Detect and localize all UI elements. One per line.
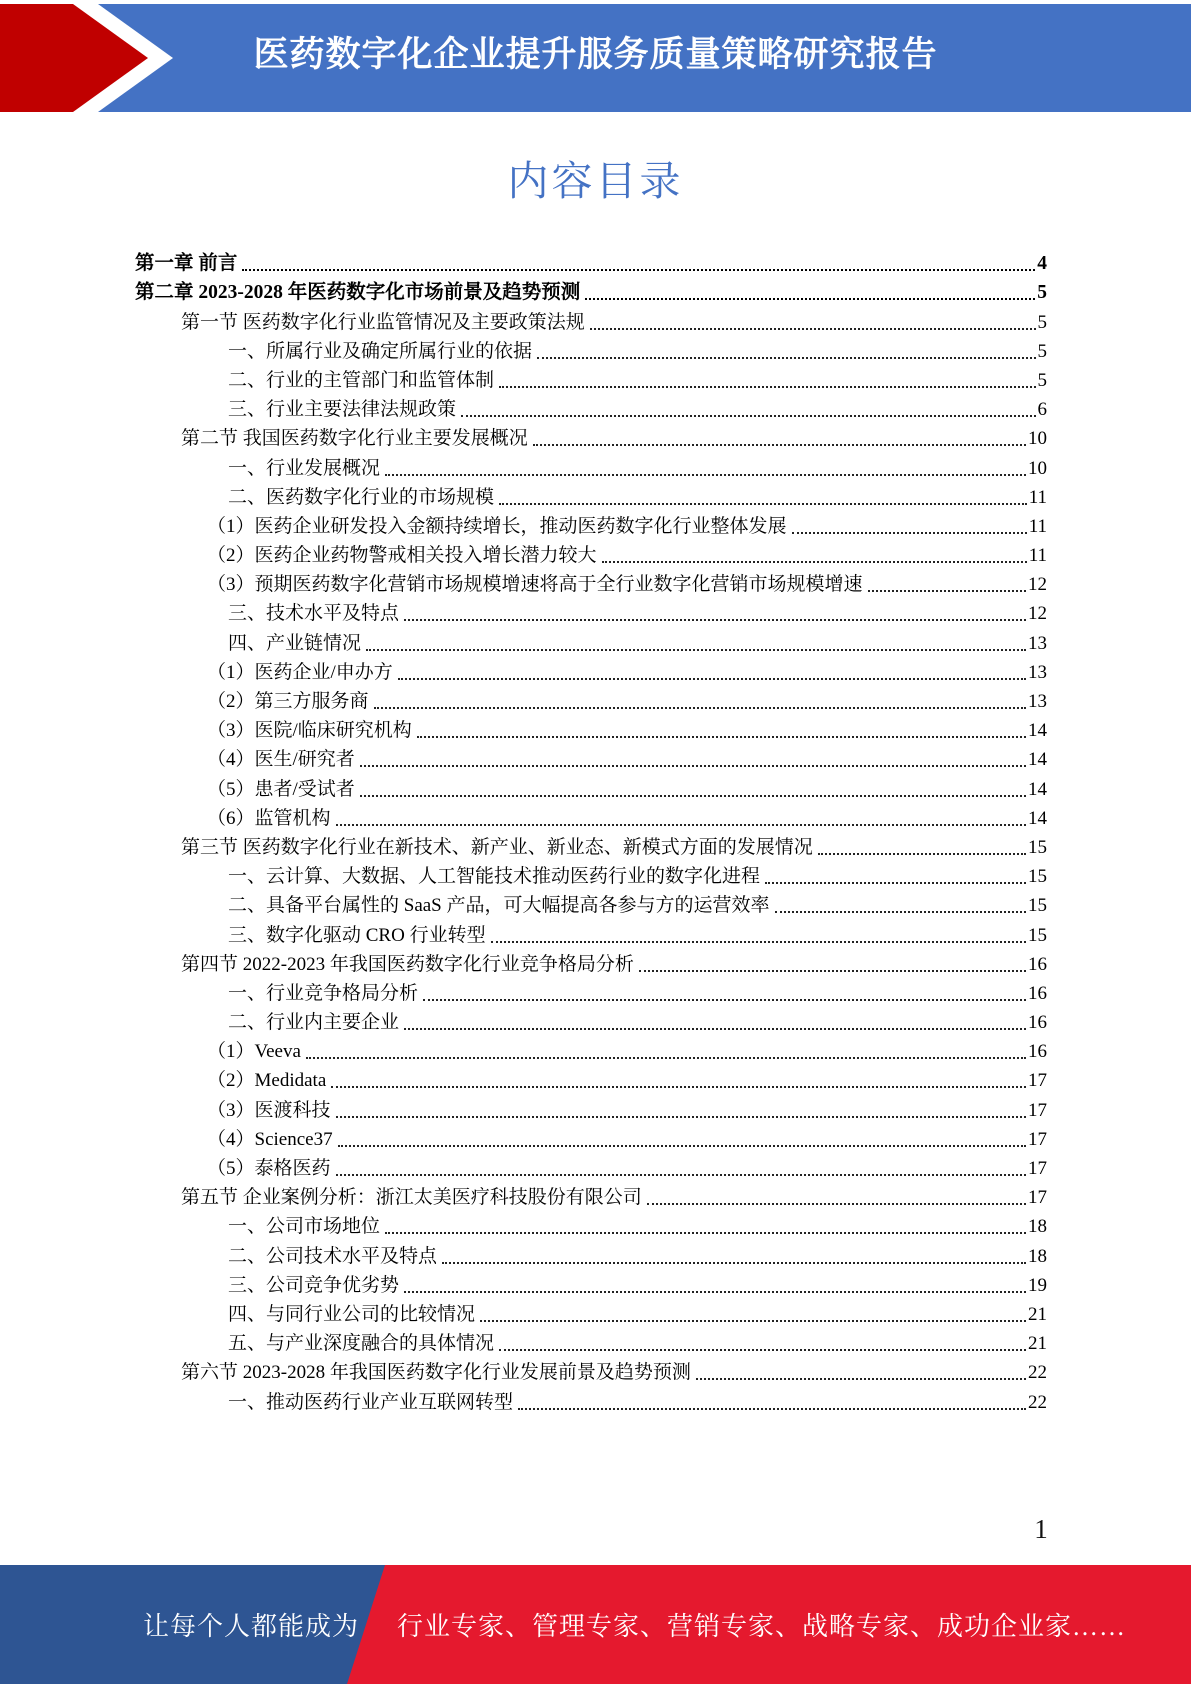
toc-entry[interactable] <box>135 451 1047 480</box>
dotted-leader <box>398 678 1026 680</box>
dotted-leader <box>366 649 1026 651</box>
footer-slogan-right: 行业专家、管理专家、营销专家、战略专家、成功企业家…… <box>397 1612 1127 1641</box>
dotted-leader <box>499 386 1035 388</box>
toc-entry[interactable] <box>135 335 1047 364</box>
toc-entry-text: 一、所属行业及确定所属行业的依据 <box>228 340 533 362</box>
report-title: 医药数字化企业提升服务质量策略研究报告 <box>253 35 938 74</box>
dotted-leader <box>537 357 1035 359</box>
toc-entry-page: 4 <box>1037 253 1047 275</box>
toc-entry-page: 13 <box>1028 632 1047 654</box>
dotted-leader <box>499 1349 1026 1351</box>
toc-entry[interactable] <box>135 626 1047 655</box>
toc-entry-text: 第二章 2023-2028 年医药数字化市场前景及趋势预测 <box>135 282 581 304</box>
toc-entry-text: 一、行业竞争格局分析 <box>228 982 419 1004</box>
toc-entry-page: 18 <box>1028 1216 1047 1238</box>
toc-entry-text: 四、产业链情况 <box>228 632 362 654</box>
toc-entry-text: 一、公司市场地位 <box>228 1216 381 1238</box>
toc-entry[interactable] <box>135 1327 1047 1356</box>
dotted-leader <box>491 941 1026 943</box>
toc-entry-text: 二、公司技术水平及特点 <box>228 1245 438 1267</box>
toc-entry-page: 17 <box>1028 1158 1047 1179</box>
dotted-leader <box>360 795 1026 797</box>
toc-entry[interactable] <box>135 1298 1047 1327</box>
toc-entry-page: 15 <box>1028 836 1047 858</box>
footer-banner <box>0 1565 1191 1684</box>
toc-entry[interactable] <box>135 393 1047 422</box>
toc-entry-page: 14 <box>1028 778 1047 800</box>
toc-entry-page: 15 <box>1028 924 1047 946</box>
toc-entry[interactable] <box>135 1123 1047 1152</box>
dotted-leader <box>338 1145 1026 1147</box>
toc-entry-text: 二、医药数字化行业的市场规模 <box>228 486 495 508</box>
toc-entry[interactable] <box>135 247 1047 276</box>
toc-entry-page: 17 <box>1028 1187 1047 1209</box>
dotted-leader <box>765 882 1026 884</box>
toc-entry-text: （3）医院/临床研究机构 <box>207 720 412 742</box>
toc-entry-page: 11 <box>1028 545 1047 567</box>
dotted-leader <box>775 911 1026 913</box>
toc-entry-text: （3）预期医药数字化营销市场规模增速将高于全行业数字化营销市场规模增速 <box>207 574 863 596</box>
dotted-leader <box>585 298 1035 300</box>
toc-entry-text: 三、公司竞争优劣势 <box>228 1274 400 1296</box>
toc-entry[interactable] <box>135 1210 1047 1239</box>
toc-entry-page: 10 <box>1028 457 1047 479</box>
dotted-leader <box>461 415 1035 417</box>
toc-list <box>135 247 1047 1415</box>
toc-entry[interactable] <box>135 1356 1047 1385</box>
dotted-leader <box>518 1408 1026 1410</box>
dotted-leader <box>647 1203 1026 1205</box>
toc-entry[interactable] <box>135 539 1047 568</box>
toc-entry-page: 13 <box>1028 661 1047 683</box>
toc-entry[interactable] <box>135 276 1047 305</box>
toc-entry-text: （2）Medidata <box>207 1070 327 1092</box>
toc-entry[interactable] <box>135 1152 1047 1181</box>
toc-entry-text: （1）Veeva <box>207 1041 301 1063</box>
toc-entry-text: 四、与同行业公司的比较情况 <box>228 1303 476 1325</box>
toc-entry[interactable] <box>135 685 1047 714</box>
dotted-leader <box>404 619 1026 621</box>
dotted-leader <box>590 328 1036 330</box>
dotted-leader <box>374 707 1026 709</box>
toc-entry-page: 13 <box>1028 691 1047 712</box>
toc-entry-text: 第五节 企业案例分析：浙江太美医疗科技股份有限公司 <box>181 1187 642 1209</box>
toc-entry[interactable] <box>135 510 1047 539</box>
toc-entry-text: 二、行业内主要企业 <box>228 1012 400 1034</box>
toc-entry-page: 11 <box>1028 486 1047 508</box>
toc-entry-text: （3）医渡科技 <box>207 1099 331 1121</box>
toc-entry-text: 二、行业的主管部门和监管体制 <box>228 369 495 391</box>
toc-entry-text: 第一节 医药数字化行业监管情况及主要政策法规 <box>181 311 585 333</box>
toc-entry-page: 22 <box>1028 1362 1047 1384</box>
toc-entry-page: 5 <box>1037 311 1047 333</box>
toc-entry[interactable] <box>135 1093 1047 1122</box>
dotted-leader <box>385 1232 1026 1234</box>
toc-entry-text: 第一章 前言 <box>135 253 238 275</box>
toc-entry-text: （2）医药企业药物警戒相关投入增长潜力较大 <box>207 545 597 567</box>
toc-entry-page: 5 <box>1037 282 1047 304</box>
toc-entry-page: 15 <box>1028 866 1047 888</box>
toc-entry-page: 16 <box>1028 953 1047 975</box>
dotted-leader <box>336 824 1026 826</box>
toc-entry-page: 11 <box>1028 515 1047 537</box>
dotted-leader <box>602 561 1027 563</box>
dotted-leader <box>417 736 1026 738</box>
toc-entry-text: 第二节 我国医药数字化行业主要发展概况 <box>181 428 528 450</box>
toc-entry-page: 22 <box>1028 1391 1047 1413</box>
toc-entry[interactable] <box>135 1064 1047 1093</box>
toc-entry[interactable] <box>135 948 1047 977</box>
toc-entry-page: 17 <box>1028 1070 1047 1092</box>
dotted-leader <box>336 1174 1026 1176</box>
toc-entry-page: 14 <box>1028 720 1047 742</box>
toc-entry[interactable] <box>135 1181 1047 1210</box>
toc-entry[interactable] <box>135 305 1047 334</box>
toc-entry-text: 一、云计算、大数据、人工智能技术推动医药行业的数字化进程 <box>228 866 761 888</box>
toc-entry[interactable] <box>135 656 1047 685</box>
toc-entry-page: 17 <box>1028 1128 1047 1150</box>
dotted-leader <box>306 1057 1026 1059</box>
toc-entry-page: 5 <box>1037 340 1047 362</box>
dotted-leader <box>696 1378 1026 1380</box>
toc-entry-page: 14 <box>1028 807 1047 829</box>
toc-entry-text: （6）监管机构 <box>207 807 331 829</box>
toc-entry-page: 16 <box>1028 1012 1047 1034</box>
toc-entry[interactable] <box>135 1269 1047 1298</box>
toc-entry-page: 5 <box>1037 369 1047 391</box>
dotted-leader <box>533 444 1026 446</box>
dotted-leader <box>242 269 1035 271</box>
page-number: 1 <box>1034 1514 1048 1544</box>
dotted-leader <box>423 999 1026 1001</box>
toc-entry[interactable] <box>135 422 1047 451</box>
toc-entry[interactable] <box>135 918 1047 947</box>
toc-entry-text: 第三节 医药数字化行业在新技术、新产业、新业态、新模式方面的发展情况 <box>181 836 813 858</box>
toc-entry-text: （1）医药企业研发投入金额持续增长，推动医药数字化行业整体发展 <box>207 515 787 537</box>
toc-entry-text: 三、技术水平及特点 <box>228 603 400 625</box>
toc-entry-text: 一、行业发展概况 <box>228 457 381 479</box>
dotted-leader <box>499 503 1027 505</box>
toc-entry[interactable] <box>135 772 1047 801</box>
dotted-leader <box>404 1028 1026 1030</box>
toc-entry-page: 10 <box>1028 428 1047 450</box>
toc-entry[interactable] <box>135 743 1047 772</box>
toc-entry[interactable] <box>135 889 1047 918</box>
dotted-leader <box>639 970 1026 972</box>
dotted-leader <box>360 765 1026 767</box>
toc-entry-page: 6 <box>1037 399 1047 421</box>
toc-entry[interactable] <box>135 1385 1047 1414</box>
toc-entry[interactable] <box>135 860 1047 889</box>
dotted-leader <box>868 590 1026 592</box>
toc-entry-page: 19 <box>1028 1274 1047 1296</box>
toc-entry-text: （4）医生/研究者 <box>207 749 355 771</box>
toc-entry[interactable] <box>135 568 1047 597</box>
dotted-leader <box>480 1320 1026 1322</box>
toc-entry-text: （2）第三方服务商 <box>207 691 369 712</box>
toc-entry-text: 一、推动医药行业产业互联网转型 <box>228 1391 514 1413</box>
toc-entry-page: 12 <box>1028 574 1047 596</box>
toc-entry-text: 第六节 2023-2028 年我国医药数字化行业发展前景及趋势预测 <box>181 1362 691 1384</box>
toc-entry[interactable] <box>135 977 1047 1006</box>
dotted-leader <box>336 1116 1026 1118</box>
toc-entry-page: 15 <box>1028 895 1047 917</box>
toc-entry[interactable] <box>135 1035 1047 1064</box>
toc-entry-page: 21 <box>1028 1333 1047 1355</box>
dotted-leader <box>385 474 1026 476</box>
toc-entry-page: 14 <box>1028 749 1047 771</box>
toc-entry-page: 12 <box>1028 603 1047 625</box>
toc-entry-text: （1）医药企业/申办方 <box>207 661 393 683</box>
toc-entry-text: （5）泰格医药 <box>207 1158 331 1179</box>
toc-heading: 内容目录 <box>507 158 684 204</box>
toc-entry-text: 三、数字化驱动 CRO 行业转型 <box>228 924 486 946</box>
toc-entry[interactable] <box>135 1239 1047 1268</box>
dotted-leader <box>404 1291 1026 1293</box>
dotted-leader <box>818 853 1026 855</box>
toc-entry[interactable] <box>135 364 1047 393</box>
toc-entry[interactable] <box>135 831 1047 860</box>
toc-entry-text: 二、具备平台属性的 SaaS 产品，可大幅提高各参与方的运营效率 <box>228 895 770 917</box>
toc-entry-page: 16 <box>1028 982 1047 1004</box>
toc-entry-text: 第四节 2022-2023 年我国医药数字化行业竞争格局分析 <box>181 953 634 975</box>
toc-entry[interactable] <box>135 597 1047 626</box>
dotted-leader <box>331 1086 1026 1088</box>
dotted-leader <box>792 532 1027 534</box>
toc-entry[interactable] <box>135 802 1047 831</box>
footer-slogan-left: 让每个人都能成为 <box>143 1612 360 1641</box>
toc-entry-text: （4）Science37 <box>207 1128 333 1150</box>
toc-entry[interactable] <box>135 481 1047 510</box>
header-banner <box>0 4 1191 112</box>
toc-entry-page: 17 <box>1028 1099 1047 1121</box>
toc-entry-page: 18 <box>1028 1245 1047 1267</box>
toc-entry-page: 16 <box>1028 1041 1047 1063</box>
toc-entry-text: （5）患者/受试者 <box>207 778 355 800</box>
toc-entry-text: 五、与产业深度融合的具体情况 <box>228 1333 495 1355</box>
toc-entry[interactable] <box>135 714 1047 743</box>
toc-entry-text: 三、行业主要法律法规政策 <box>228 399 457 421</box>
toc-entry[interactable] <box>135 1006 1047 1035</box>
toc-entry-page: 21 <box>1028 1303 1047 1325</box>
dotted-leader <box>442 1262 1026 1264</box>
